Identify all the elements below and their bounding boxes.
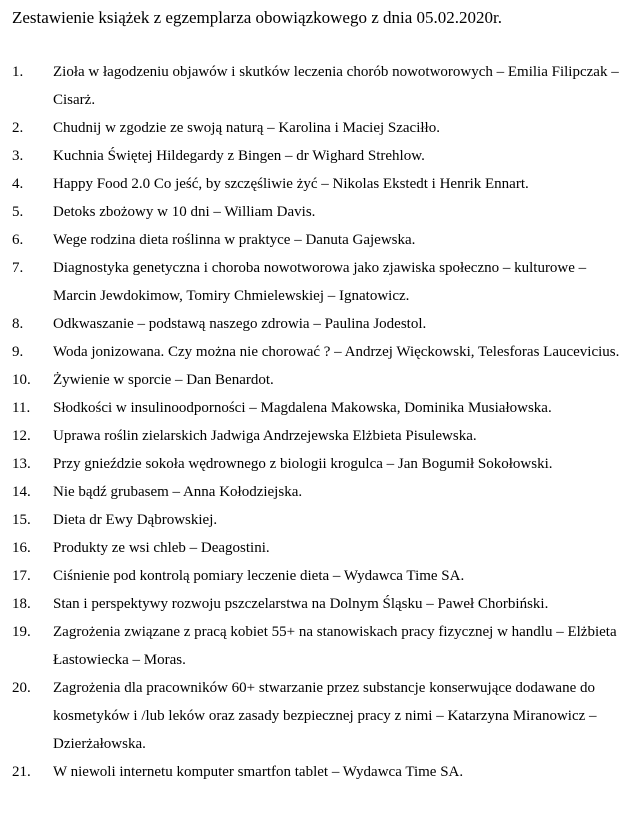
list-item	[0, 478, 639, 506]
item-number: 7.	[12, 260, 24, 276]
list-item	[0, 58, 639, 114]
list-item	[0, 142, 639, 170]
item-text: Wege rodzina dieta roślinna w praktyce – Danuta Gajewska.	[53, 232, 416, 248]
list-item	[0, 226, 639, 254]
list-item	[0, 394, 639, 422]
item-text: Przy gnieździe sokoła wędrownego z biologii krogulca – Jan Bogumił Sokołowski.	[53, 456, 553, 472]
item-number: 8.	[12, 316, 24, 332]
item-text: Zioła w łagodzeniu objawów i skutków leczenia chorób nowotworowych – Emilia Filipczak – Cisarż.	[53, 64, 619, 108]
list-item	[0, 758, 639, 786]
list-item	[0, 170, 639, 198]
item-number: 5.	[12, 204, 24, 220]
item-number: 18.	[12, 596, 31, 612]
list-item	[0, 422, 639, 450]
item-text: Detoks zbożowy w 10 dni – William Davis.	[53, 204, 316, 220]
item-number: 14.	[12, 484, 31, 500]
list-item	[0, 562, 639, 590]
item-text: Zagrożenia dla pracowników 60+ stwarzanie przez substancje konserwujące dodawane do kosmetyków i /lub leków oraz zasady bezpiecznej pracy z nimi – Katarzyna Miranowicz – Dzierżałowska.	[53, 680, 597, 752]
list-item	[0, 198, 639, 226]
item-text: Diagnostyka genetyczna i choroba nowotworowa jako zjawiska społeczno – kulturowe – Marcin Jewdokimow, Tomiry Chmielewskiej – Ignatowicz.	[53, 260, 587, 304]
document-title: Zestawienie książek z egzemplarza obowiązkowego z dnia 05.02.2020r.	[12, 8, 502, 27]
item-text: Woda jonizowana. Czy można nie chorować ? – Andrzej Więckowski, Telesforas Laucevicius.	[53, 344, 620, 360]
item-text: Chudnij w zgodzie ze swoją naturą – Karolina i Maciej Szaciłło.	[53, 120, 440, 136]
item-text: Słodkości w insulinoodporności – Magdalena Makowska, Dominika Musiałowska.	[53, 400, 552, 416]
list-item	[0, 310, 639, 338]
item-number: 9.	[12, 344, 24, 360]
item-number: 20.	[12, 680, 31, 696]
item-number: 16.	[12, 540, 31, 556]
item-number: 1.	[12, 64, 24, 80]
item-text: Produkty ze wsi chleb – Deagostini.	[53, 540, 270, 556]
item-text: Zagrożenia związane z pracą kobiet 55+ na stanowiskach pracy fizycznej w handlu – Elżbieta Łastowiecka – Moras.	[53, 624, 617, 668]
item-number: 4.	[12, 176, 24, 192]
list-item	[0, 254, 639, 310]
list-item	[0, 450, 639, 478]
item-text: Stan i perspektywy rozwoju pszczelarstwa na Dolnym Śląsku – Paweł Chorbiński.	[53, 596, 549, 612]
item-number: 17.	[12, 568, 31, 584]
item-text: Kuchnia Świętej Hildegardy z Bingen – dr Wighard Strehlow.	[53, 148, 425, 164]
list-item	[0, 674, 639, 758]
item-number: 15.	[12, 512, 31, 528]
list-item	[0, 366, 639, 394]
item-text: Happy Food 2.0 Co jeść, by szczęśliwie żyć – Nikolas Ekstedt i Henrik Ennart.	[53, 176, 529, 192]
item-number: 12.	[12, 428, 31, 444]
item-text: Odkwaszanie – podstawą naszego zdrowia – Paulina Jodestol.	[53, 316, 427, 332]
item-text: Uprawa roślin zielarskich Jadwiga Andrzejewska Elżbieta Pisulewska.	[53, 428, 477, 444]
item-number: 3.	[12, 148, 24, 164]
item-text: W niewoli internetu komputer smartfon tablet – Wydawca Time SA.	[53, 764, 464, 780]
list-item	[0, 618, 639, 674]
list-item	[0, 534, 639, 562]
book-list	[0, 58, 639, 786]
item-number: 21.	[12, 764, 31, 780]
list-item	[0, 506, 639, 534]
item-text: Nie bądź grubasem – Anna Kołodziejska.	[53, 484, 303, 500]
list-item	[0, 590, 639, 618]
item-text: Żywienie w sporcie – Dan Benardot.	[53, 372, 274, 388]
item-number: 6.	[12, 232, 24, 248]
item-number: 10.	[12, 372, 31, 388]
list-item	[0, 114, 639, 142]
item-text: Ciśnienie pod kontrolą pomiary leczenie dieta – Wydawca Time SA.	[53, 568, 465, 584]
item-number: 13.	[12, 456, 31, 472]
list-item	[0, 338, 639, 366]
item-number: 19.	[12, 624, 31, 640]
item-number: 2.	[12, 120, 24, 136]
item-number: 11.	[12, 400, 31, 416]
item-text: Dieta dr Ewy Dąbrowskiej.	[53, 512, 218, 528]
